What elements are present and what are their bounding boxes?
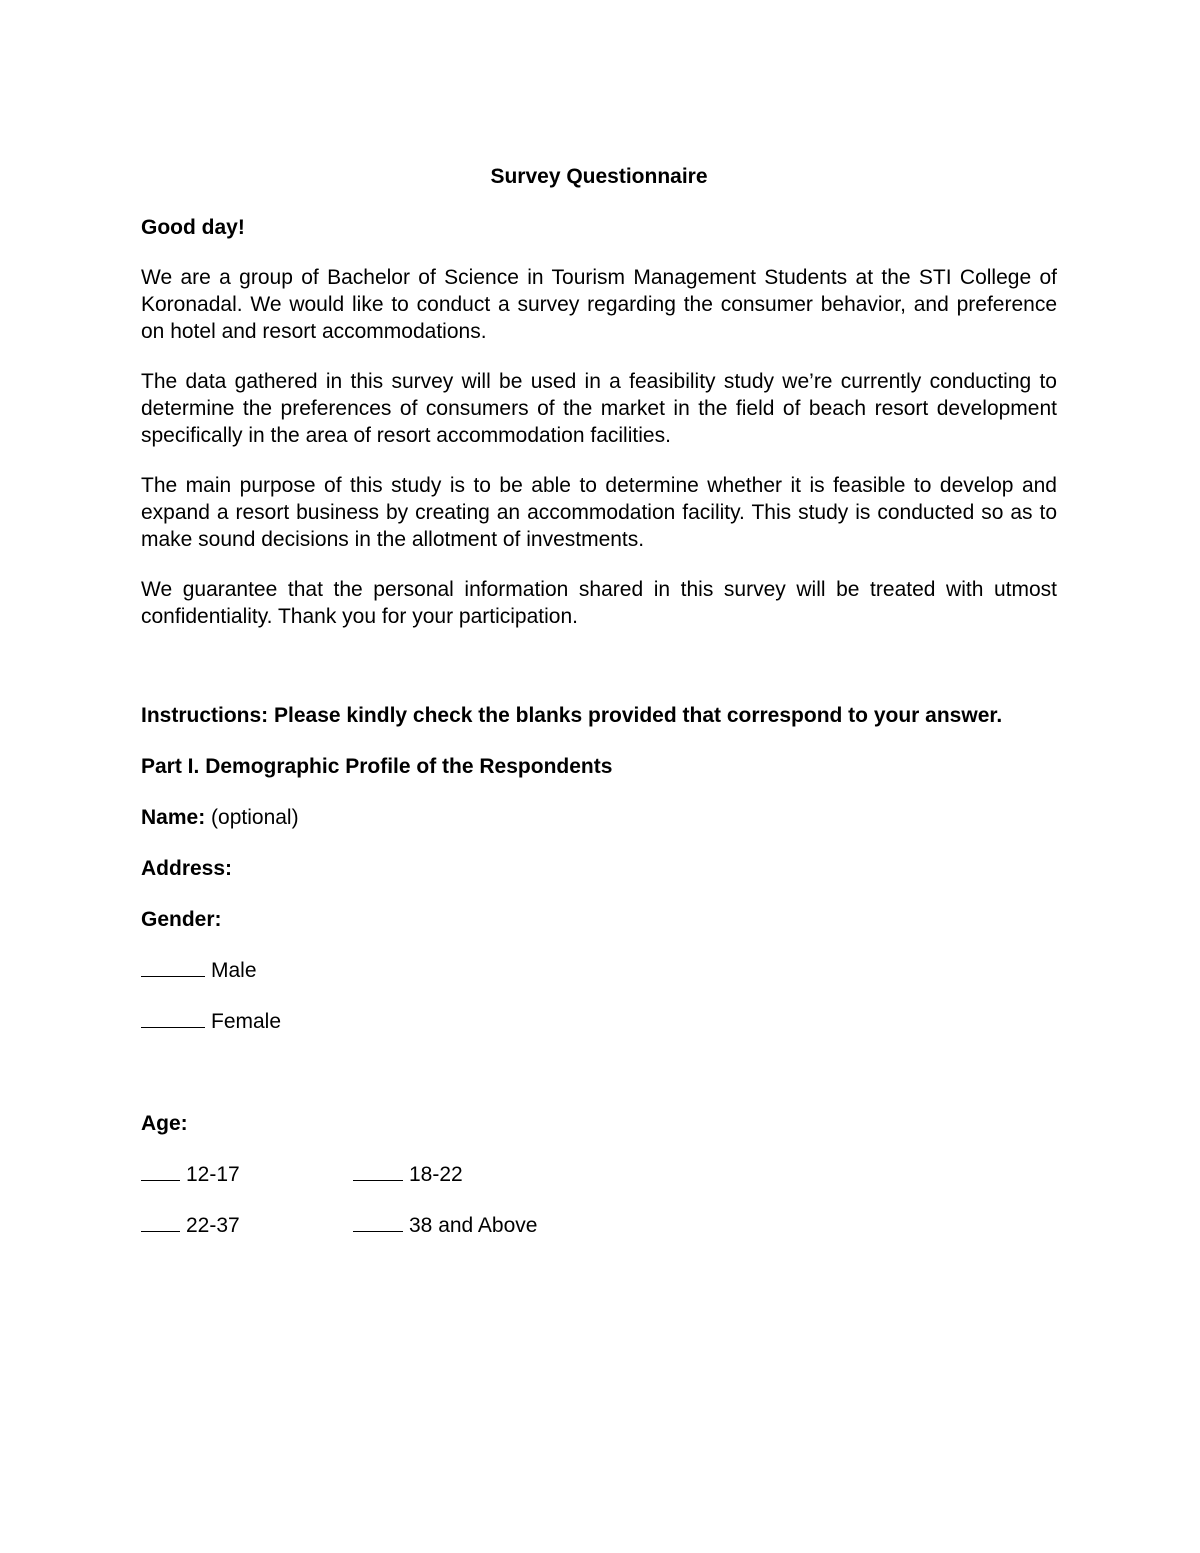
part1-title: Part I. Demographic Profile of the Respondents	[141, 755, 613, 778]
greeting: Good day!	[141, 216, 245, 239]
intro-paragraph-3: The main purpose of this study is to be able to determine whether it is feasible to develop and expand a resort business by creating an accommodation facility. This study is conducted so as to make sound decisions in the allotment of investments.	[141, 474, 1057, 551]
age-label: Age:	[141, 1112, 188, 1135]
age-row-2	[141, 1212, 1057, 1239]
address-field	[141, 855, 1057, 882]
name-field	[141, 804, 1057, 831]
checkbox-blank[interactable]	[353, 1213, 403, 1232]
gender-option-female[interactable]	[141, 1008, 1057, 1035]
address-label: Address:	[141, 857, 233, 880]
age-option-12-17[interactable]	[141, 1161, 353, 1188]
intro-paragraph-4: We guarantee that the personal information shared in this survey will be treated with utmost confidentiality. Thank you for your participation.	[141, 578, 1057, 628]
checkbox-blank[interactable]	[141, 1213, 180, 1232]
intro-paragraph-1: We are a group of Bachelor of Science in Tourism Management Students at the STI College of Koronadal. We would like to conduct a survey regarding the consumer behavior, and preference on hotel and resort accommodations.	[141, 266, 1057, 343]
checkbox-blank[interactable]	[141, 958, 205, 977]
age-option-label: 22-37	[186, 1214, 240, 1237]
gender-option-label: Male	[211, 959, 257, 982]
age-option-label: 18-22	[409, 1163, 463, 1186]
document-title: Survey Questionnaire	[490, 165, 708, 188]
age-option-label: 12-17	[186, 1163, 240, 1186]
checkbox-blank[interactable]	[353, 1162, 403, 1181]
age-option-38-above[interactable]	[353, 1212, 537, 1239]
name-label: Name:	[141, 806, 206, 829]
gender-field	[141, 906, 1057, 933]
name-hint: (optional)	[211, 806, 299, 829]
gender-option-label: Female	[211, 1010, 282, 1033]
age-row-1	[141, 1161, 1057, 1188]
checkbox-blank[interactable]	[141, 1162, 180, 1181]
age-field	[141, 1110, 1057, 1137]
intro-paragraph-2: The data gathered in this survey will be used in a feasibility study we’re currently conducting to determine the preferences of consumers of the market in the field of beach resort development specifically in the area of resort accommodation facilities.	[141, 370, 1057, 447]
gender-label: Gender:	[141, 908, 222, 931]
age-option-18-22[interactable]	[353, 1161, 463, 1188]
instructions: Instructions: Please kindly check the blanks provided that correspond to your answer.	[141, 704, 1003, 727]
checkbox-blank[interactable]	[141, 1009, 205, 1028]
document-page	[141, 163, 1057, 1263]
age-option-22-37[interactable]	[141, 1212, 353, 1239]
gender-option-male[interactable]	[141, 957, 1057, 984]
age-option-label: 38 and Above	[409, 1214, 538, 1237]
